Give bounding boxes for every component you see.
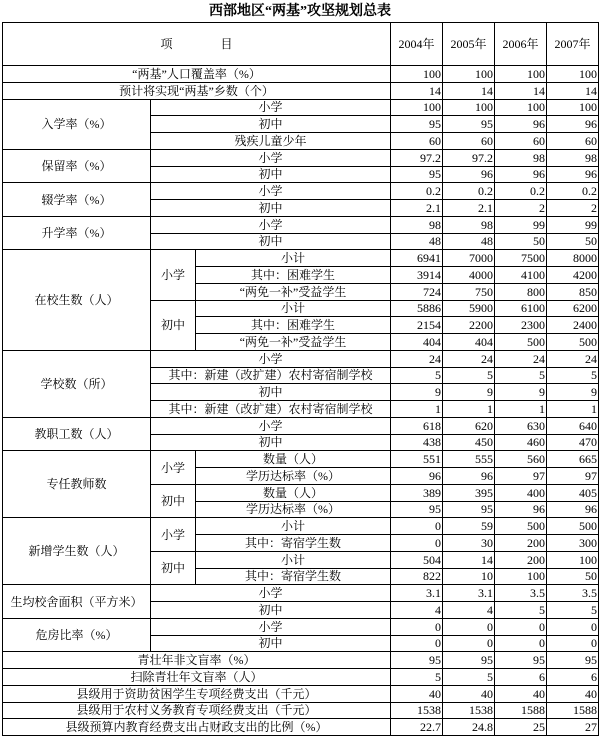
value-2007: 99 [547,216,599,233]
sub-label: 小学 [151,216,391,233]
value-2007: 1 [547,401,599,418]
sub-label: 初中 [151,200,391,217]
value-2006: 96 [495,116,547,133]
sub-label: 小计 [196,518,391,535]
value-2006: 0.2 [495,183,547,200]
table-row [3,216,599,233]
row-label: 预计将实现“两基”乡数（个） [3,82,391,99]
value-2004: 60 [391,133,443,150]
value-2006: 3.5 [495,585,547,602]
table-row [3,66,599,83]
value-2005: 9 [443,384,495,401]
row-label: 青壮年非文盲率（%） [3,652,391,669]
value-2006: 60 [495,133,547,150]
value-2007: 5 [547,367,599,384]
value-2005: 48 [443,233,495,250]
value-2007: 97 [547,468,599,485]
value-2004: 504 [391,551,443,568]
value-2004: 5 [391,367,443,384]
value-2006: 6 [495,669,547,686]
value-2004: 100 [391,99,443,116]
value-2004: 551 [391,451,443,468]
value-2007: 5 [547,602,599,619]
value-2006: 14 [495,82,547,99]
group-label: 新增学生数（人） [3,518,151,585]
sub-label: 小计 [196,250,391,267]
table-row [3,618,599,635]
sub-label: 残疾儿童少年 [151,133,391,150]
table-row [3,183,599,200]
group-label: 入学率（%） [3,99,151,149]
value-2006: 40 [495,685,547,702]
value-2007: 9 [547,384,599,401]
value-2007: 96 [547,501,599,518]
value-2005: 5 [443,367,495,384]
value-2005: 95 [443,652,495,669]
value-2006: 24 [495,350,547,367]
level-label: 小学 [151,250,196,300]
value-2004: 618 [391,417,443,434]
header-year-2007: 2007年 [547,23,599,66]
value-2006: 4100 [495,267,547,284]
value-2007: 640 [547,417,599,434]
row-label: “两基”人口覆盖率（%） [3,66,391,83]
sub-label: “两免一补”受益学生 [196,283,391,300]
value-2007: 0 [547,635,599,652]
value-2007: 98 [547,149,599,166]
value-2005: 1538 [443,702,495,719]
value-2007: 1588 [547,702,599,719]
value-2005: 0.2 [443,183,495,200]
value-2004: 404 [391,334,443,351]
value-2005: 2.1 [443,200,495,217]
value-2005: 98 [443,216,495,233]
value-2004: 6941 [391,250,443,267]
value-2005: 395 [443,484,495,501]
value-2005: 2200 [443,317,495,334]
header-year-2006: 2006年 [495,23,547,66]
value-2007: 96 [547,166,599,183]
sub-label: 初中 [151,602,391,619]
value-2005: 30 [443,535,495,552]
value-2007: 665 [547,451,599,468]
value-2006: 97 [495,468,547,485]
level-label: 小学 [151,518,196,552]
table-row [3,652,599,669]
value-2004: 95 [391,501,443,518]
table-row [3,451,599,468]
value-2006: 560 [495,451,547,468]
value-2005: 4 [443,602,495,619]
value-2006: 500 [495,518,547,535]
value-2007: 850 [547,283,599,300]
sub-label: 初中 [151,166,391,183]
value-2005: 750 [443,283,495,300]
value-2005: 1 [443,401,495,418]
value-2005: 450 [443,434,495,451]
value-2005: 59 [443,518,495,535]
header-year-2005: 2005年 [443,23,495,66]
value-2004: 389 [391,484,443,501]
value-2007: 100 [547,99,599,116]
value-2005: 95 [443,116,495,133]
value-2007: 50 [547,568,599,585]
value-2006: 400 [495,484,547,501]
value-2004: 95 [391,116,443,133]
value-2006: 100 [495,99,547,116]
value-2007: 8000 [547,250,599,267]
value-2006: 800 [495,283,547,300]
level-label: 初中 [151,300,196,350]
value-2007: 2 [547,200,599,217]
value-2005: 95 [443,501,495,518]
value-2004: 3914 [391,267,443,284]
value-2006: 2 [495,200,547,217]
sub-label: 其中：新建（改扩建）农村寄宿制学校 [151,401,391,418]
header-year-2004: 2004年 [391,23,443,66]
value-2006: 100 [495,568,547,585]
sub-label: 其中：寄宿学生数 [196,535,391,552]
sub-label: 其中：困难学生 [196,317,391,334]
value-2004: 3.1 [391,585,443,602]
group-label: 升学率（%） [3,216,151,250]
sub-label: 其中：寄宿学生数 [196,568,391,585]
value-2007: 500 [547,518,599,535]
value-2005: 96 [443,468,495,485]
value-2007: 40 [547,685,599,702]
value-2007: 100 [547,66,599,83]
group-label: 专任教师数 [3,451,151,518]
sub-label: 初中 [151,434,391,451]
value-2005: 555 [443,451,495,468]
value-2007: 405 [547,484,599,501]
table-row [3,585,599,602]
value-2004: 98 [391,216,443,233]
value-2004: 0.2 [391,183,443,200]
value-2005: 4000 [443,267,495,284]
table-row [3,685,599,702]
value-2007: 60 [547,133,599,150]
group-label: 教职工数（人） [3,417,151,451]
sub-label: 小学 [151,417,391,434]
table-row [3,250,599,267]
value-2004: 822 [391,568,443,585]
value-2007: 0 [547,618,599,635]
value-2006: 99 [495,216,547,233]
header-item: 项 目 [3,23,391,66]
sub-label: 数量（人） [196,451,391,468]
value-2005: 5 [443,669,495,686]
sub-label: 小学 [151,149,391,166]
row-label: 县级预算内教育经费支出占财政支出的比例（%） [3,719,391,736]
level-label: 小学 [151,451,196,485]
value-2006: 1 [495,401,547,418]
value-2004: 0 [391,535,443,552]
value-2005: 60 [443,133,495,150]
value-2005: 0 [443,635,495,652]
value-2006: 5 [495,367,547,384]
value-2005: 0 [443,618,495,635]
value-2004: 24 [391,350,443,367]
sub-label: 初中 [151,116,391,133]
value-2005: 24.8 [443,719,495,736]
level-label: 初中 [151,551,196,585]
value-2006: 95 [495,652,547,669]
group-label: 生均校舍面积（平方米） [3,585,151,619]
table-row [3,417,599,434]
value-2004: 438 [391,434,443,451]
row-label: 县级用于农村义务教育专项经费支出（千元） [3,702,391,719]
sub-label: 小计 [196,300,391,317]
table-row [3,99,599,116]
value-2006: 6100 [495,300,547,317]
value-2004: 5 [391,669,443,686]
value-2007: 95 [547,652,599,669]
value-2005: 5900 [443,300,495,317]
sub-label: 初中 [151,384,391,401]
value-2007: 96 [547,116,599,133]
value-2005: 620 [443,417,495,434]
sub-label: 小学 [151,618,391,635]
value-2004: 0 [391,518,443,535]
value-2004: 95 [391,652,443,669]
table-row [3,82,599,99]
value-2006: 2300 [495,317,547,334]
table-row [3,518,599,535]
group-label: 危房比率（%） [3,618,151,652]
value-2006: 25 [495,719,547,736]
value-2006: 9 [495,384,547,401]
value-2004: 724 [391,283,443,300]
sub-label: 学历达标率（%） [196,468,391,485]
group-label: 保留率（%） [3,149,151,183]
value-2004: 1 [391,401,443,418]
value-2007: 27 [547,719,599,736]
table-title: 西部地区“两基”攻坚规划总表 [209,4,391,19]
value-2006: 200 [495,535,547,552]
value-2004: 2154 [391,317,443,334]
value-2006: 500 [495,334,547,351]
sub-label: 初中 [151,233,391,250]
value-2006: 460 [495,434,547,451]
value-2004: 4 [391,602,443,619]
value-2006: 630 [495,417,547,434]
value-2004: 0 [391,618,443,635]
value-2006: 1588 [495,702,547,719]
value-2006: 50 [495,233,547,250]
value-2006: 98 [495,149,547,166]
value-2007: 300 [547,535,599,552]
group-label: 在校生数（人） [3,250,151,351]
value-2004: 40 [391,685,443,702]
value-2004: 14 [391,82,443,99]
value-2005: 14 [443,82,495,99]
sub-label: 小学 [151,350,391,367]
value-2005: 24 [443,350,495,367]
value-2006: 96 [495,501,547,518]
value-2004: 97.2 [391,149,443,166]
header-row [3,23,599,66]
value-2005: 100 [443,66,495,83]
value-2007: 2400 [547,317,599,334]
value-2007: 6 [547,669,599,686]
value-2004: 5886 [391,300,443,317]
sub-label: 小学 [151,585,391,602]
group-label: 辍学率（%） [3,183,151,217]
sub-label: 小学 [151,99,391,116]
value-2005: 7000 [443,250,495,267]
value-2006: 7500 [495,250,547,267]
value-2005: 404 [443,334,495,351]
sub-label: 学历达标率（%） [196,501,391,518]
value-2006: 200 [495,551,547,568]
value-2004: 95 [391,166,443,183]
value-2004: 1538 [391,702,443,719]
sub-label: 其中：困难学生 [196,267,391,284]
value-2007: 50 [547,233,599,250]
value-2004: 48 [391,233,443,250]
level-label: 初中 [151,484,196,518]
sub-label: 其中：新建（改扩建）农村寄宿制学校 [151,367,391,384]
value-2007: 4200 [547,267,599,284]
value-2006: 0 [495,635,547,652]
value-2006: 100 [495,66,547,83]
value-2007: 24 [547,350,599,367]
value-2005: 100 [443,99,495,116]
table-row [3,719,599,736]
planning-table [2,22,599,736]
value-2007: 0.2 [547,183,599,200]
value-2007: 470 [547,434,599,451]
table-row [3,149,599,166]
sub-label: 初中 [151,635,391,652]
value-2007: 6200 [547,300,599,317]
value-2006: 0 [495,618,547,635]
value-2004: 100 [391,66,443,83]
table-row [3,350,599,367]
value-2005: 14 [443,551,495,568]
value-2006: 96 [495,166,547,183]
sub-label: “两免一补”受益学生 [196,334,391,351]
group-label: 学校数（所） [3,350,151,417]
value-2007: 14 [547,82,599,99]
value-2007: 500 [547,334,599,351]
table-row [3,702,599,719]
value-2004: 22.7 [391,719,443,736]
value-2007: 100 [547,551,599,568]
value-2005: 10 [443,568,495,585]
value-2004: 2.1 [391,200,443,217]
value-2005: 96 [443,166,495,183]
sub-label: 数量（人） [196,484,391,501]
value-2004: 0 [391,635,443,652]
value-2007: 3.5 [547,585,599,602]
sub-label: 小计 [196,551,391,568]
value-2006: 5 [495,602,547,619]
row-label: 扫除青壮年文盲率（人） [3,669,391,686]
value-2005: 97.2 [443,149,495,166]
value-2005: 40 [443,685,495,702]
value-2004: 96 [391,468,443,485]
row-label: 县级用于资助贫困学生专项经费支出（千元） [3,685,391,702]
value-2005: 3.1 [443,585,495,602]
table-row [3,669,599,686]
sub-label: 小学 [151,183,391,200]
value-2004: 9 [391,384,443,401]
